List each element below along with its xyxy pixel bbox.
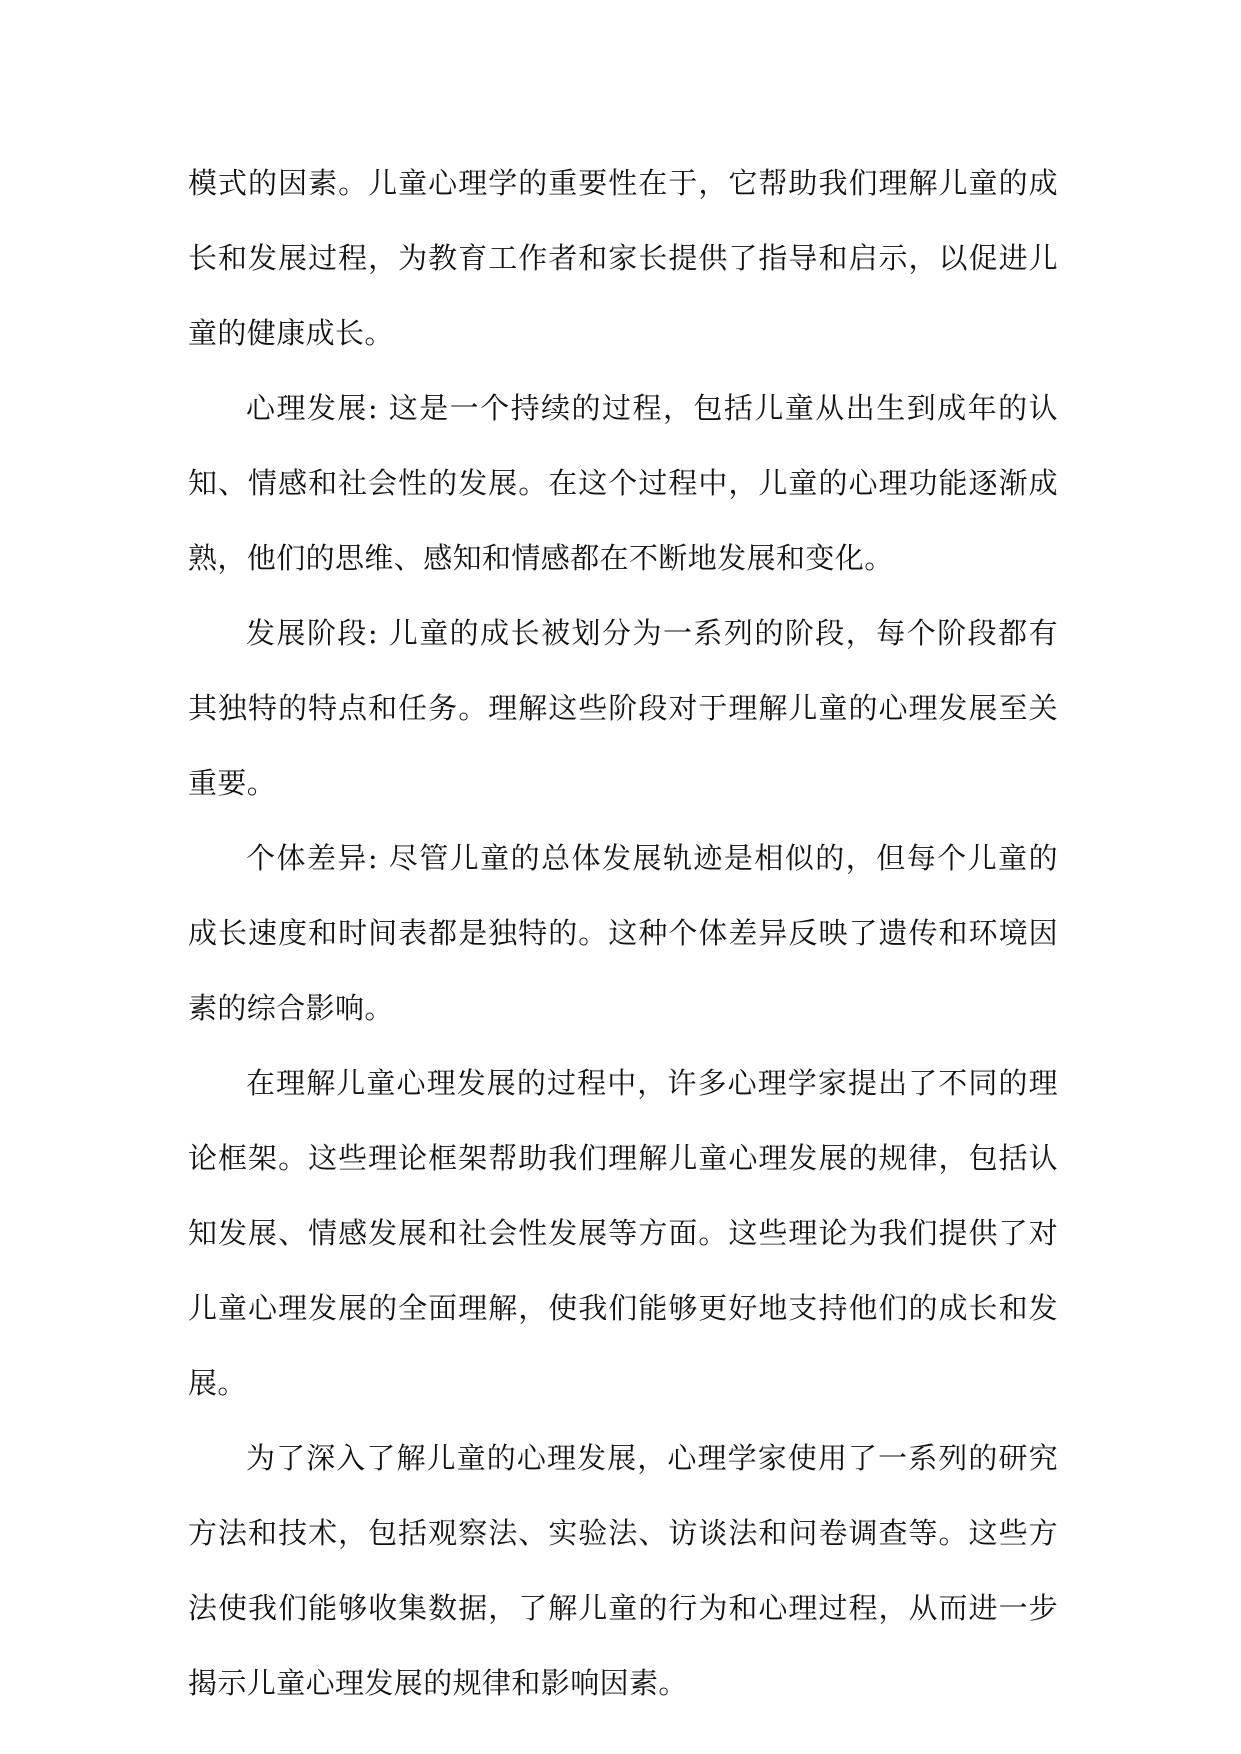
paragraph-developmental-stages: 发展阶段: 儿童的成长被划分为一系列的阶段，每个阶段都有其独特的特点和任务。理解这些阶段对于理解儿童的心理发展至关重要。 (188, 616, 1058, 800)
paragraph-theoretical-frameworks: 在理解儿童心理发展的过程中，许多心理学家提出了不同的理论框架。这些理论框架帮助我们理解儿童心理发展的规律，包括认知发展、情感发展和社会性发展等方面。这些理论为我们提供了对儿童心理发展的全面理解，使我们能够更好地支持他们的成长和发展。 (188, 1066, 1058, 1400)
paragraph-individual-differences: 个体差异: 尽管儿童的总体发展轨迹是相似的，但每个儿童的成长速度和时间表都是独特的。这种个体差异反映了遗传和环境因素的综合影响。 (188, 841, 1058, 1025)
paragraph-research-methods: 为了深入了解儿童的心理发展，心理学家使用了一系列的研究方法和技术，包括观察法、实验法、访谈法和问卷调查等。这些方法使我们能够收集数据，了解儿童的行为和心理过程，从而进一步揭示儿童心理发展的规律和影响因素。 (188, 1441, 1058, 1700)
paragraph-continuation: 模式的因素。儿童心理学的重要性在于，它帮助我们理解儿童的成长和发展过程，为教育工作者和家长提供了指导和启示，以促进儿童的健康成长。 (188, 166, 1058, 350)
document-body (188, 146, 1058, 1721)
paragraph-psychological-development: 心理发展: 这是一个持续的过程，包括儿童从出生到成年的认知、情感和社会性的发展。在这个过程中，儿童的心理功能逐渐成熟，他们的思维、感知和情感都在不断地发展和变化。 (188, 391, 1058, 575)
